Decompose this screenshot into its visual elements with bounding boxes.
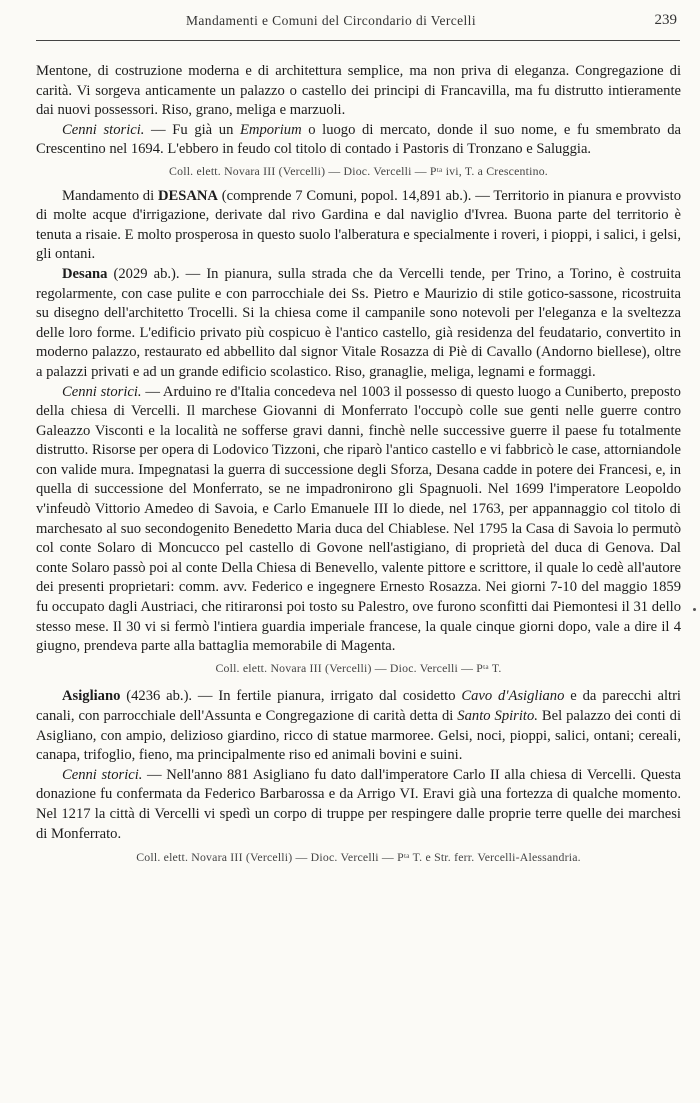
paragraph-asigliano-history <box>36 766 681 844</box>
cavo-term: Cavo d'Asigliano <box>461 688 565 705</box>
paragraph-desana-history <box>36 383 681 657</box>
running-title: Mandamenti e Comuni del Circondario di Vercelli <box>186 13 476 28</box>
asigliano-history-text: — Nell'anno 881 Asigliano fu dato dall'imperatore Carlo II alla chiesa di Vercelli. Questa donazione fu confermata da Federico Barbarossa e da Arrigo VI. Eravi già una fortezza di qualche momento. Nel 1217 la città di Vercelli vi spedì un corpo di truppe per respingere dalle proprie terre quelle dei marchesi di Monferrato. <box>36 766 681 842</box>
reference-line-3: Coll. elett. Novara III (Vercelli) — Dioc. Vercelli — Pᵗᵃ T. e Str. ferr. Vercelli-Alessandria. <box>136 850 581 865</box>
paragraph-asigliano <box>36 687 681 765</box>
asigliano-text: (4236 ab.). — In fertile pianura, irrigato dal cosidetto <box>120 688 462 705</box>
paragraph-mentone: Mentone, di costruzione moderna e di architettura semplice, ma non priva di eleganza. Congregazione di carità. Vi sorgeva anticamente un palazzo o castello dei principi di Francavilla, ma fu distrutto intieramente dai nuovi possessori. Riso, grano, meliga e marzuoli. <box>36 63 681 119</box>
desana-history-text: — Arduino re d'Italia concedeva nel 1003 il possesso di questo luogo a Cuniberto, preposto della chiesa di Vercelli. Il marchese Giovanni di Monferrato l'occupò colle sue genti nelle guerre contro Galeazzo Visconti e la località ne sofferse gravi danni, finchè nelle successive guerre il paese fu totalmente distrutto. Risorse per opera di Lodovico Tizzoni, che riparò l'antico castello e vi fabbricò le case, attorniandole con valide mura. Impegnatasi la guerra di successione degli Sforza, Desana cadde in potere dei Francesi, e, in quella di successione del Monferrato, se ne impadronirono gli Spagnuoli. Nel 1699 l'imperatore Leopoldo v'infeudò Vittorio Amedeo di Savoia, e Carlo Emanuele III lo diede, nel 1763, per appannaggio col titolo di marchesato al suo secondogenito Benedetto Maria duca del Chiablese. Nel 1795 la Casa di Savoia lo permutò col conte Solaro di Moncucco pel castello di Govone nell'astigiano, di proprietà del duca di Genova. Dal conte Solaro passò poi al conte Della Chiesa di Benevello, valente pittore e scrittore, il quale lo cedè all'autore dei presenti proprietari: comm. avv. Federico e ingegnere Ernesto Rosazza. Nei giorni 7-10 del maggio 1859 fu occupato dagli Austriaci, che ritiraronsi poi tosto su Palestro, ove furono sconfitti dai Piemontesi il 31 dello stesso mese. Il 30 vi si fermò l'intiera guardia imperiale francese, la quale cinque giorni dopo, vale a dire il 4 giugno, prendeva parte alla battaglia memorabile di Magenta. <box>36 383 681 655</box>
header-rule <box>36 40 680 41</box>
comune-name-asigliano: Asigliano <box>62 688 121 705</box>
mandamento-label: Mandamento di <box>62 187 158 204</box>
history-heading: Cenni storici. <box>62 766 143 783</box>
mandamento-name: DESANA <box>157 187 218 204</box>
running-header <box>36 10 680 38</box>
reference-line-1: Coll. elett. Novara III (Vercelli) — Dioc. Vercelli — Pᵗᵃ ivi, T. a Crescentino. <box>169 163 548 178</box>
asigliano-text-2: e da parecchi altri canali, con parrocchiale dell'Assunta e Congregazione di carità detta di <box>36 688 681 724</box>
asigliano-text-3: Bel palazzo dei conti di Asigliano, con ampio, delizioso giardino, ricco di statue marmoree. Gelsi, noci, pioppi, salici, ontani; cereali, canapa, trifoglio, fieno, ma principalmente riso ed animali bovini e suini. <box>36 708 681 764</box>
history-heading: Cenni storici. <box>62 121 145 138</box>
history-heading: Cenni storici. <box>62 383 142 400</box>
page-number: 239 <box>654 12 677 28</box>
history-text-rest: o luogo di mercato, donde il suo nome, e fu smembrato da Crescentino nel 1694. L'ebbero in feudo col titolo di contado i Pastoris di Tronzano e Saluggia. <box>36 121 681 158</box>
emporium-term: Emporium <box>239 121 302 138</box>
desana-text: (2029 ab.). — In pianura, sulla strada che da Vercelli tende, per Trino, a Torino, è costruita regolarmente, con case pulite e con parrocchiale dei Ss. Pietro e Maurizio di stile gotico-sassone, ricostruita su disegno dell'architetto Trocelli. Si la chiesa come il campanile sono notevoli per l'eleganza e la sveltezza delle loro forme. L'edificio privato più cospicuo è l'antico castello, già residenza del feudatario, convertito in moderno palazzo, restaurato ed abbellito dal signor Vitale Rosazza di Piè di Cavallo (Andorno biellese), oltre a palazzi privati e ad un grande edificio scolastico. Riso, granaglie, meliga, legnami e formaggi. <box>36 265 681 380</box>
paragraph-desana-mandamento <box>36 187 681 265</box>
margin-speck <box>693 608 696 611</box>
paragraph-desana <box>36 265 681 383</box>
reference-line-2: Coll. elett. Novara III (Vercelli) — Dioc. Vercelli — Pᵗᵃ T. <box>215 660 502 675</box>
santo-spirito-term: Santo Spirito. <box>457 708 538 724</box>
mandamento-text: (comprende 7 Comuni, popol. 14,891 ab.). — Territorio in pianura e provvisto di molte acque d'irrigazione, derivate dal rivo Gardina e dal naviglio d'Ivrea. Buona parte del territorio è tenuta a risaie. E molto prosperosa in questo suolo l'alberatura e specialmente i roveri, i pioppi, i salici, i gelsi, gli ontani. <box>36 187 681 263</box>
comune-name-desana: Desana <box>62 265 108 282</box>
paragraph-mentone-history <box>36 121 681 160</box>
page-body <box>36 62 681 873</box>
history-text: — Fu già un <box>144 121 240 138</box>
